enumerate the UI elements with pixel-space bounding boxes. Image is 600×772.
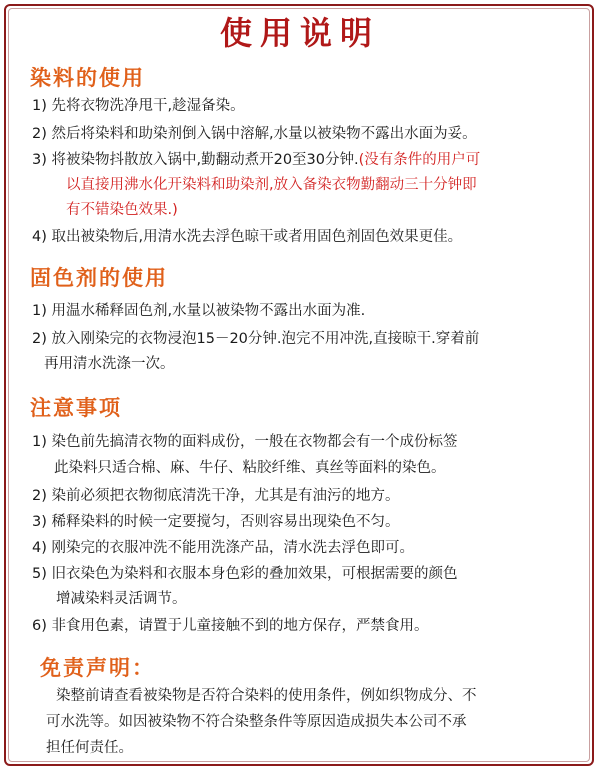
item-text: 放入刚染完的衣物浸泡15－20分钟.泡完不用冲洗,直接晾干.穿着前 [51,331,480,347]
item-number: 1) [32,303,47,319]
fix-section-heading: 固色剂的使用 [30,266,168,290]
fix-item-2-cont: 再用清水洗涤一次。 [44,356,175,372]
disclaimer-heading: 免责声明： [40,656,155,680]
notes-item-5-cont: 增减染料灵活调节。 [56,591,187,607]
item-note: (没有条件的用户可 [358,152,481,168]
dye-section-heading: 染料的使用 [30,66,145,90]
disclaimer-line-2: 可水洗等。如因被染物不符合染整条件等原因造成损失本公司不承 [46,714,467,730]
fix-item-2 [32,329,479,349]
dye-item-3 [32,150,480,170]
item-number: 3) [32,514,47,530]
item-text: 染前必须把衣物彻底清洗干净，尤其是有油污的地方。 [51,488,400,504]
item-number: 2) [32,331,47,347]
item-text: 用温水稀释固色剂,水量以被染物不露出水面为准. [51,303,366,319]
item-text: 取出被染物后,用清水洗去浮色晾干或者用固色剂固色效果更佳。 [51,229,463,245]
item-number: 1) [32,98,47,114]
item-number: 1) [32,434,47,450]
item-number: 4) [32,540,47,556]
item-number: 5) [32,566,47,582]
dye-item-3-note-line-3: 有不错染色效果.) [66,202,178,218]
dye-item-4 [32,227,462,247]
item-text: 染色前先搞清衣物的面料成份，一般在衣物都会有一个成份标签 [51,434,458,450]
item-number: 4) [32,229,47,245]
notes-item-1 [32,432,458,452]
notes-item-1-cont: 此染料只适合棉、麻、牛仔、粘胶纤维、真丝等面料的染色。 [54,460,446,476]
dye-item-3-note-line-2: 以直接用沸水化开染料和助染剂,放入备染衣物勤翻动三十分钟即 [66,177,477,193]
item-text: 然后将染料和助染剂倒入锅中溶解,水量以被染物不露出水面为妥。 [51,126,477,142]
item-text: 稀释染料的时候一定要搅匀，否则容易出现染色不匀。 [51,514,400,530]
notes-section-heading: 注意事项 [30,396,122,420]
item-number: 2) [32,488,47,504]
notes-item-5 [32,564,458,584]
fix-item-1 [32,301,365,321]
notes-item-3 [32,512,400,532]
item-number: 3) [32,152,47,168]
disclaimer-line-1: 染整前请查看被染物是否符合染料的使用条件，例如织物成分、不 [56,688,477,704]
item-number: 2) [32,126,47,142]
dye-item-2 [32,124,477,144]
item-text: 刚染完的衣服冲洗不能用洗涤产品，清水洗去浮色即可。 [51,540,414,556]
notes-item-2 [32,486,400,506]
item-text: 先将衣物洗净甩干,趁湿备染。 [51,98,245,114]
page-inner-border [8,8,590,762]
notes-item-6 [32,616,429,636]
page-title: 使用说明 [219,14,380,52]
item-number: 6) [32,618,47,634]
notes-item-4 [32,538,414,558]
item-text: 旧衣染色为染料和衣服本身色彩的叠加效果，可根据需要的颜色 [51,566,458,582]
item-text: 将被染物抖散放入锅中,勤翻动煮开20至30分钟. [51,152,359,168]
dye-item-1 [32,96,245,116]
disclaimer-line-3: 担任何责任。 [46,740,133,756]
item-text: 非食用色素，请置于儿童接触不到的地方保存，严禁食用。 [51,618,429,634]
